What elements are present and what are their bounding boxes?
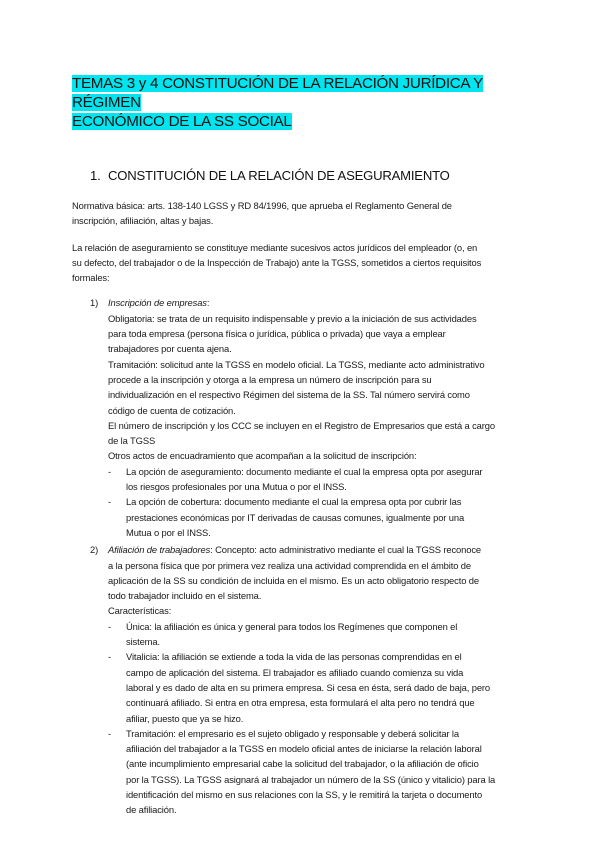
text-line: identificación del mismo en sus relaciones con la SS, y le remitirá la tarjeta o documento [126,788,483,800]
item-title-suffix: : [206,297,210,309]
text-line: Mutua o por el INSS. [126,526,211,538]
text-line: código de cuenta de cotización. [108,404,236,416]
list-item-inscripcion [72,295,526,540]
text-line: inscripción, afiliación, altas y bajas. [72,215,214,227]
bullet-dash: - [108,727,112,739]
text-line: los riesgos profesionales por una Mutua o por el INSS. [126,481,347,493]
text-line: La relación de aseguramiento se constituye mediante sucesivos actos jurídicos del empleador (o, en [72,241,478,253]
text-line: Tramitación: el empresario es el sujeto obligado y responsable y deberá solicitar la [126,727,459,739]
text-line: El número de inscripción y los CCC se incluyen en el Registro de Empresarios que está a cargo [108,419,495,431]
text-line: Vitalicia: la afiliación se extiende a toda la vida de las personas comprendidas en el [126,651,462,663]
text-line: individualización en el respectivo Régimen del sistema de la SS. Tal número servirá como [108,389,470,401]
section-number: 1. [90,168,101,183]
text-line: por la TGSS). La TGSS asignará al trabajador un número de la SS (único y vitalicio) para la [126,773,496,785]
title-line-1: TEMAS 3 y 4 CONSTITUCIÓN DE LA RELACIÓN JURÍDICA Y RÉGIMEN [72,75,483,111]
text-line: campo de aplicación del sistema. El trabajador es afiliado cuando comienza su vida [126,666,464,678]
bullet-item [108,649,526,725]
title-line-2: ECONÓMICO DE LA SS SOCIAL [72,113,292,130]
bullet-item [108,494,526,540]
text-line: prestaciones económicas por IT derivadas de causas comunes, igualmente por una [126,511,465,523]
bullet-dash: - [108,651,112,663]
section-heading-text: CONSTITUCIÓN DE LA RELACIÓN DE ASEGURAMIENTO [108,168,450,183]
list-item-afiliacion [72,542,526,817]
text-line: formales: [72,272,110,284]
normativa-paragraph [72,198,526,229]
text-line: procede a la inscripción y otorga a la empresa un número de inscripción para su [108,373,432,385]
text-line: trabajadores por cuenta ajena. [108,343,232,355]
bullet-dash: - [108,496,112,508]
document-title [72,74,526,131]
bullet-dash: - [108,465,112,477]
text-line: su defecto, del trabajador o de la Inspección de Trabajo) ante la TGSS, sometidos a ciertos requisitos [72,256,482,268]
bullet-item [108,726,526,818]
section-heading [90,168,526,184]
text-line: Normativa básica: arts. 138-140 LGSS y RD 84/1996, que aprueba el Reglamento General de [72,200,452,211]
text-line: aplicación de la SS su condición de incluida en el mismo. Es un acto obligatorio respecto de [108,574,479,586]
text-line: Otros actos de encuadramiento que acompañan a la solicitud de inscripción: [108,450,417,462]
text-line: (ante incumplimiento empresarial cabe la solicitud del trabajador, o la afiliación de oficio [126,758,479,770]
relacion-paragraph [72,240,526,286]
text-line: de la TGSS [108,435,156,447]
text-line: todo trabajador incluido en el sistema. [108,590,262,602]
text-line: afiliación del trabajador a la TGSS en modelo oficial antes de iniciarse la relación laboral [126,743,482,755]
text-line: Características: [108,605,172,617]
text-line: Tramitación: solicitud ante la TGSS en modelo oficial. La TGSS, mediante acto administrativo [108,358,485,370]
text-line: : Concepto: acto administrativo mediante el cual la TGSS reconoce [210,544,481,556]
text-line: para toda empresa (persona física o jurídica, pública o privada) que vaya a emplear [108,328,446,340]
text-line: de afiliación. [126,804,177,816]
text-line: continuará afiliado. Si entra en otra empresa, esta formulará el alta pero no tendrá que [126,697,475,709]
list-number: 1) [90,297,99,309]
text-line: Única: la afiliación es única y general para todos los Regímenes que componen el [126,620,458,632]
item-title: Inscripción de empresas [108,297,207,309]
text-line: Obligatoria: se trata de un requisito indispensable y previo a la iniciación de sus actividades [108,312,477,324]
bullet-dash: - [108,620,112,632]
text-line: La opción de cobertura: documento mediante el cual la empresa opta por cubrir las [126,496,462,508]
text-line: La opción de aseguramiento: documento mediante el cual la empresa opta por asegurar [126,465,483,477]
text-line: laboral y es dado de alta en su primera empresa. Si cesa en ésta, será dado de baja, pero [126,681,491,693]
text-line: a la persona física que por primera vez realiza una actividad comprendida en el ámbito de [108,559,471,571]
bullet-item [108,464,526,495]
list-number: 2) [90,544,99,556]
text-line: afiliar, puesto que ya se hizo. [126,712,244,724]
bullet-item [108,619,526,650]
item-title: Afiliación de trabajadores [108,544,211,556]
text-line: sistema. [126,636,160,648]
